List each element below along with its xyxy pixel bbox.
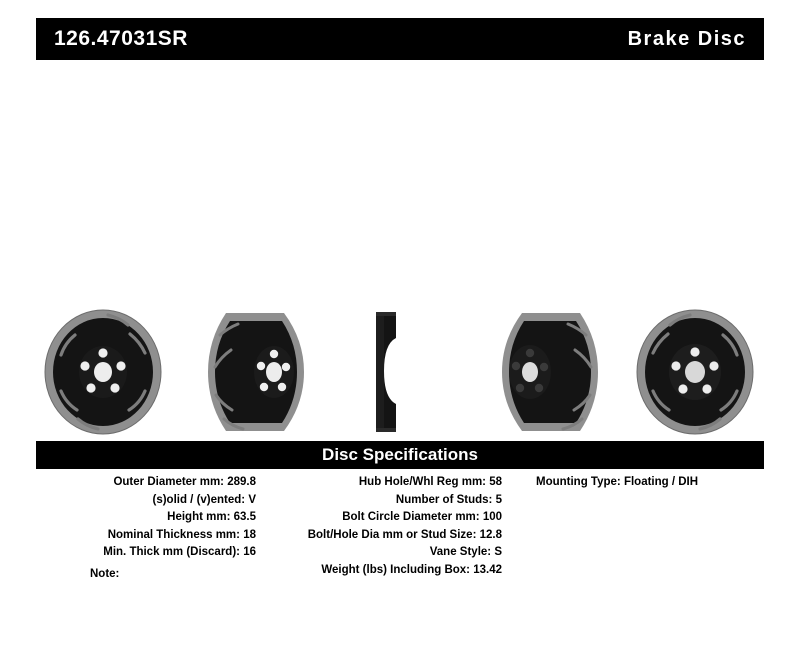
spec-label: Weight (lbs) Including Box:: [321, 563, 471, 576]
spec-value: S: [494, 546, 502, 558]
spec-value: 5: [495, 493, 502, 506]
document-type-label: Brake Disc: [627, 27, 746, 50]
edge-profile-view: [362, 308, 424, 438]
spec-row: [36, 474, 256, 492]
spec-row: [36, 544, 256, 562]
spec-label: Height mm:: [167, 511, 231, 523]
spec-label: Outer Diameter mm:: [113, 476, 225, 488]
note-row: [36, 568, 336, 580]
spec-label: Vane Style:: [429, 546, 492, 558]
header-bar: [36, 18, 764, 60]
spec-row: [36, 509, 256, 527]
spec-value: 18: [243, 528, 256, 541]
spec-label: Mounting Type:: [536, 476, 621, 488]
spec-column-right: [536, 474, 764, 492]
part-number: 126.47031SR: [54, 27, 188, 50]
spec-label: Number of Studs:: [395, 493, 493, 506]
spec-label: Min. Thick mm (Discard):: [103, 546, 240, 558]
spec-row: [268, 474, 502, 492]
spec-value: 289.8: [227, 476, 256, 488]
angled-slotted-view: [196, 305, 336, 440]
spec-row: [36, 492, 256, 510]
spec-label: Bolt/Hole Dia mm or Stud Size:: [307, 528, 477, 541]
spec-label: Bolt Circle Diameter mm:: [342, 511, 480, 523]
front-slotted-view: [28, 305, 178, 440]
spec-value: Floating / DIH: [623, 476, 699, 488]
spec-label: (s)olid / (v)ented:: [152, 493, 246, 506]
rotor-illustrations: [0, 290, 800, 450]
spec-row: [268, 544, 502, 562]
spec-band-title: Disc Specifications: [322, 445, 478, 464]
note-label: Note:: [90, 568, 120, 580]
spec-row: [268, 527, 502, 545]
spec-row: [268, 509, 502, 527]
spec-column-middle: [268, 474, 502, 579]
spec-row: [268, 492, 502, 510]
spec-value: V: [248, 493, 256, 506]
spec-value: 58: [489, 476, 502, 488]
spec-value: 13.42: [473, 563, 502, 576]
spec-row: [36, 527, 256, 545]
spec-row: [536, 474, 764, 492]
rear-slotted-view: [470, 305, 610, 440]
spec-label: Nominal Thickness mm:: [107, 528, 240, 541]
rear-hub-view: [620, 305, 770, 440]
spec-value: 16: [243, 546, 256, 558]
spec-value: 12.8: [479, 528, 502, 541]
spec-value: 100: [482, 511, 502, 523]
spec-band: [36, 441, 764, 469]
spec-value: 63.5: [233, 511, 256, 523]
spec-label: Hub Hole/Whl Reg mm:: [358, 476, 486, 488]
spec-column-left: [36, 474, 256, 562]
